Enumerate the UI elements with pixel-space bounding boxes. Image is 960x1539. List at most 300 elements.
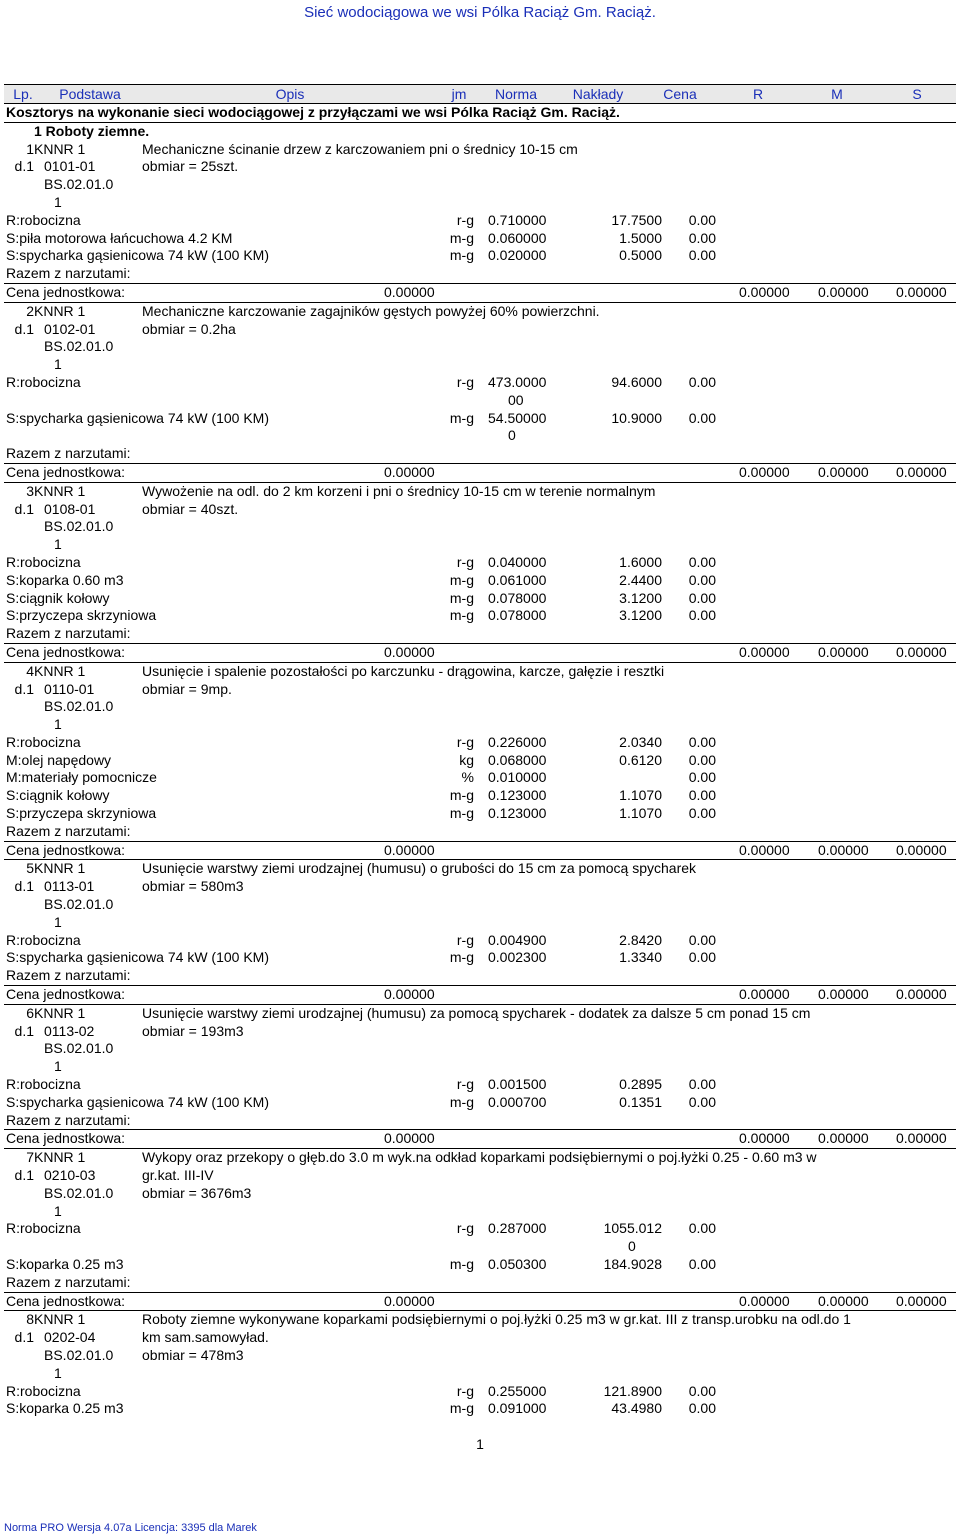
resource-row-wrap [4,392,956,410]
resource-row [4,949,956,967]
item-basis-count: 1 [54,536,62,553]
cost-estimate-table [4,84,956,1418]
r-value: 0.00000 [739,283,790,300]
resource-norm: 0.050300 [488,1256,547,1272]
resource-unit: m-g [449,229,474,246]
subtitle-text: Kosztorys na wykonanie sieci wodociągowej z przyłączami we wsi Pólka Raciąż Gm. Raciąż. [6,104,620,120]
resource-unit: r-g [456,733,474,750]
resource-price: 0.00 [688,607,716,624]
unit-price-label: Cena jednostkowa: [6,1292,126,1309]
item-number: 2 [26,302,34,319]
item-basis: 0210-03 [44,1167,96,1184]
resource-norm: 0.000700 [488,1093,547,1110]
item-description: obmiar = 25szt. [142,158,239,175]
resource-unit: m-g [449,1093,474,1110]
item-description: km sam.samowyład. [142,1329,269,1346]
resource-norm: 0.061000 [488,571,547,588]
r-value: 0.00000 [739,1292,790,1309]
item-number: 5 [26,860,34,877]
resource-name: S:spycharka gąsienicowa 74 kW (100 KM) [6,409,269,426]
item-basis: KNNR 1 [34,860,86,877]
item-number: 4 [26,662,34,679]
item-header-line [4,878,956,896]
resource-unit: m-g [449,949,474,966]
resource-price: 0.00 [688,1220,716,1237]
razem-label: Razem z narzutami: [6,967,131,984]
resource-row [4,769,956,787]
cena-row [4,985,956,1005]
resource-unit: r-g [456,1382,474,1399]
resource-row [4,410,956,428]
resource-quantity: 1.1070 [619,805,662,822]
m-value: 0.00000 [818,841,869,858]
item-basis-count: 1 [54,913,62,930]
item-header-line [4,1329,956,1347]
resource-row [4,247,956,265]
table-header [4,85,956,104]
resource-unit: r-g [456,373,474,390]
resource-quantity: 1055.012 [603,1220,662,1237]
item-description: gr.kat. III-IV [142,1167,214,1184]
item-basis: KNNR 1 [34,482,86,499]
item-header-line [4,1185,956,1203]
m-value: 0.00000 [818,463,869,480]
col-naklady: Nakłady [572,86,624,102]
m-value: 0.00000 [818,283,869,300]
s-value: 0.00000 [896,1292,947,1309]
item-description: obmiar = 9mp. [142,680,232,697]
cena-row [4,643,956,663]
unit-price-label: Cena jednostkowa: [6,643,126,660]
resource-name: S:koparka 0.60 m3 [6,571,124,588]
resource-price: 0.00 [688,1093,716,1110]
resource-price: 0.00 [688,553,716,570]
resource-row [4,734,956,752]
item-basis: 0202-04 [44,1329,96,1346]
m-value: 0.00000 [818,643,869,660]
resource-name: S:przyczepa skrzyniowa [6,805,157,822]
resource-price: 0.00 [688,949,716,966]
item-basis: BS.02.01.0 [44,896,114,913]
resource-row-wrap [4,1238,956,1256]
item-header-line [4,1365,956,1383]
resource-quantity: 0.5000 [619,247,662,264]
resource-unit: m-g [449,607,474,624]
resource-name: R:robocizna [6,373,81,390]
m-value: 0.00000 [818,1130,869,1147]
item-description: Wykopy oraz przekopy o głęb.do 3.0 m wyk.na odkład koparkami podsiębiernymi o poj.łyżki 0.25 - 0.60 m3 w [142,1149,817,1166]
resource-unit: m-g [449,805,474,822]
item-header-line [4,501,956,519]
razem-row [4,823,956,841]
resource-norm: 0.078000 [488,589,547,606]
resource-unit: r-g [456,931,474,948]
item-basis: KNNR 1 [34,140,86,157]
item-basis-count: 1 [54,716,62,733]
resource-unit: % [461,769,474,786]
resource-unit: r-g [456,553,474,570]
resource-price: 0.00 [688,769,716,786]
razem-label: Razem z narzutami: [6,265,131,282]
razem-label: Razem z narzutami: [6,445,131,462]
resource-name: R:robocizna [6,931,81,948]
resource-price: 0.00 [688,229,716,246]
item-header-line [4,1058,956,1076]
resource-norm: 0.123000 [488,787,547,804]
item-header-line [4,158,956,176]
s-value: 0.00000 [896,986,947,1003]
item-basis: KNNR 1 [34,662,86,679]
item-basis: KNNR 1 [34,1149,86,1166]
item-detail-number: d.1 [14,1329,34,1346]
unit-price-value: 0.00000 [384,1130,435,1147]
item-header-line [4,914,956,932]
resource-row [4,554,956,572]
resource-quantity: 184.9028 [603,1256,662,1272]
resource-norm: 0.060000 [488,229,547,246]
unit-price-value: 0.00000 [384,463,435,480]
item-header-line [4,1167,956,1185]
item-basis: BS.02.01.0 [44,518,114,535]
unit-price-value: 0.00000 [384,841,435,858]
resource-norm: 0.068000 [488,751,547,768]
item-description: Usunięcie warstwy ziemi urodzajnej (humusu) o grubości do 15 cm za pomocą spycharek [142,860,697,877]
resource-price: 0.00 [688,1076,716,1093]
item-description: obmiar = 580m3 [142,878,244,895]
item-description: Mechaniczne ścinanie drzew z karczowaniem pni o średnicy 10-15 cm [142,140,578,157]
item-number: 3 [26,482,34,499]
resource-price: 0.00 [688,1382,716,1399]
resource-unit: m-g [449,247,474,264]
resource-quantity: 94.6000 [611,373,662,390]
resource-name: R:robocizna [6,1076,81,1093]
item-header-line [4,321,956,339]
resource-unit: m-g [449,571,474,588]
resource-quantity: 2.0340 [619,733,662,750]
resource-norm: 0.123000 [488,805,547,822]
resource-quantity: 2.8420 [619,931,662,948]
item-header-line [4,1023,956,1041]
item-header-line [4,176,956,194]
item-description: obmiar = 478m3 [142,1346,244,1363]
item-header-line [4,698,956,716]
col-s: S [912,86,922,102]
resource-row [4,932,956,950]
resource-norm: 0.287000 [488,1220,547,1237]
resource-unit: r-g [456,211,474,228]
r-value: 0.00000 [739,986,790,1003]
item-header-line [4,1347,956,1365]
razem-row [4,625,956,643]
item-basis: 0113-02 [44,1022,95,1039]
item-basis: BS.02.01.0 [44,698,114,715]
resource-row [4,752,956,770]
r-value: 0.00000 [739,1130,790,1147]
item-basis-count: 1 [54,1058,62,1075]
cena-row [4,463,956,483]
resource-norm: 0.091000 [488,1400,547,1417]
resource-price: 0.00 [688,1256,716,1272]
col-r: R [752,86,764,102]
item-basis-count: 1 [54,1202,62,1219]
resource-name: M:materiały pomocnicze [6,769,157,786]
resource-row [4,212,956,230]
resource-row [4,1076,956,1094]
item-basis: 0113-01 [44,878,95,895]
item-basis: BS.02.01.0 [44,1184,114,1201]
item-header-line [4,303,956,321]
item-detail-number: d.1 [14,1167,34,1184]
item-description: Roboty ziemne wykonywane koparkami podsiębiernymi o poj.łyżki 0.25 m3 w gr.kat. III z transp.urobku na odl.do 1 [142,1311,851,1328]
item-basis: 0108-01 [44,500,96,517]
item-number: 8 [26,1311,34,1328]
resource-price: 0.00 [688,787,716,804]
resource-norm: 0.002300 [488,949,547,966]
resource-row-wrap [4,427,956,445]
r-value: 0.00000 [739,841,790,858]
resource-price: 0.00 [688,751,716,768]
s-value: 0.00000 [896,841,947,858]
item-number: 7 [26,1149,34,1166]
resource-name: S:spycharka gąsienicowa 74 kW (100 KM) [6,247,269,264]
item-description: obmiar = 3676m3 [142,1184,252,1201]
resource-name: S:ciągnik kołowy [6,787,110,804]
razem-row [4,1274,956,1292]
resource-price: 0.00 [688,931,716,948]
item-description: obmiar = 0.2ha [142,320,236,337]
item-description: Usunięcie warstwy ziemi urodzajnej (humusu) za pomocą spycharek - dodatek za dalsze 5 cm ponad 15 cm [142,1004,811,1021]
item-detail-number: d.1 [14,500,34,517]
item-detail-number: d.1 [14,320,34,337]
resource-quantity: 1.3340 [619,949,662,966]
item-basis: BS.02.01.0 [44,1346,114,1363]
page-number: 1 [476,1436,484,1452]
cena-row [4,283,956,303]
resource-row [4,374,956,392]
s-value: 0.00000 [896,1130,947,1147]
resource-row [4,607,956,625]
item-header-line [4,716,956,734]
unit-price-value: 0.00000 [384,643,435,660]
col-jm: jm [451,86,467,102]
item-basis: 0110-01 [44,680,95,697]
r-value: 0.00000 [739,643,790,660]
unit-price-label: Cena jednostkowa: [6,1130,126,1147]
resource-unit: m-g [449,409,474,426]
razem-row [4,1112,956,1130]
resource-quantity: 1.1070 [619,787,662,804]
resource-quantity: 121.8900 [603,1382,662,1399]
resource-row [4,1400,956,1418]
s-value: 0.00000 [896,283,947,300]
resource-name: S:koparka 0.25 m3 [6,1400,124,1417]
resource-quantity: 10.9000 [611,409,662,426]
resource-norm-wrap: 00 [508,391,524,408]
resource-price: 0.00 [688,1400,716,1417]
razem-label: Razem z narzutami: [6,1273,131,1290]
resource-quantity: 3.1200 [619,607,662,624]
resource-name: S:ciągnik kołowy [6,589,110,606]
resource-name: R:robocizna [6,1220,81,1237]
resource-row [4,787,956,805]
estimate-subtitle [4,104,956,123]
resource-norm: 0.078000 [488,607,547,624]
resource-row [4,1256,956,1274]
resource-name: S:spycharka gąsienicowa 74 kW (100 KM) [6,949,269,966]
cena-row [4,841,956,861]
item-number: 6 [26,1004,34,1021]
resource-unit: kg [459,751,474,768]
resource-norm: 0.020000 [488,247,547,264]
cena-row [4,1129,956,1149]
resource-row [4,1094,956,1112]
resource-quantity: 0.6120 [619,751,662,768]
resource-quantity-wrap: 0 [628,1238,636,1255]
unit-price-label: Cena jednostkowa: [6,283,126,300]
resource-norm: 473.0000 [488,373,547,390]
resource-name: S:spycharka gąsienicowa 74 kW (100 KM) [6,1093,269,1110]
unit-price-label: Cena jednostkowa: [6,463,126,480]
resource-quantity: 0.2895 [619,1076,662,1093]
unit-price-value: 0.00000 [384,283,435,300]
resource-row [4,1220,956,1238]
item-basis-count: 1 [54,193,62,210]
resource-unit: m-g [449,787,474,804]
item-detail-number: d.1 [14,680,34,697]
resource-name: S:koparka 0.25 m3 [6,1256,124,1272]
item-header-line [4,860,956,878]
resource-quantity: 1.5000 [619,229,662,246]
document-title: Sieć wodociągowa we wsi Pólka Raciąż Gm. Raciąż. [304,4,656,21]
item-header-line [4,663,956,681]
razem-row [4,967,956,985]
section-heading [4,123,956,141]
razem-label: Razem z narzutami: [6,625,131,642]
item-header-line [4,536,956,554]
s-value: 0.00000 [896,463,947,480]
items-container [4,141,956,1419]
resource-norm: 54.50000 [488,409,547,426]
m-value: 0.00000 [818,986,869,1003]
resource-price: 0.00 [688,589,716,606]
item-header-line [4,681,956,699]
resource-unit: r-g [456,1076,474,1093]
resource-price: 0.00 [688,373,716,390]
resource-quantity: 17.7500 [611,211,662,228]
resource-quantity: 0.1351 [619,1093,662,1110]
item-header-line [4,338,956,356]
item-header-line [4,1005,956,1023]
item-header-line [4,1311,956,1329]
resource-price: 0.00 [688,247,716,264]
item-basis-count: 1 [54,356,62,373]
resource-name: M:olej napędowy [6,751,112,768]
resource-price: 0.00 [688,571,716,588]
col-norma: Norma [494,86,537,102]
item-header-line [4,1203,956,1221]
item-detail-number: d.1 [14,878,34,895]
s-value: 0.00000 [896,643,947,660]
item-basis: KNNR 1 [34,1311,86,1328]
resource-row [4,1383,956,1401]
item-basis: BS.02.01.0 [44,338,114,355]
item-header-line [4,1040,956,1058]
license-footer: Norma PRO Wersja 4.07a Licencja: 3395 dla Marek [4,1522,257,1534]
razem-row [4,445,956,463]
resource-norm: 0.226000 [488,733,547,750]
item-number: 1 [26,140,34,157]
resource-price: 0.00 [688,733,716,750]
resource-norm: 0.255000 [488,1382,547,1399]
unit-price-value: 0.00000 [384,1292,435,1309]
resource-name: R:robocizna [6,211,81,228]
razem-label: Razem z narzutami: [6,1111,131,1128]
item-header-line [4,1149,956,1167]
resource-quantity: 2.4400 [619,571,662,588]
m-value: 0.00000 [818,1292,869,1309]
item-basis: BS.02.01.0 [44,176,114,193]
item-header-line [4,483,956,501]
item-basis: KNNR 1 [34,1004,86,1021]
item-basis-count: 1 [54,1364,62,1381]
cena-row [4,1292,956,1312]
item-description: Wywożenie na odl. do 2 km korzeni i pni o średnicy 10-15 cm w terenie normalnym [142,482,656,499]
r-value: 0.00000 [739,463,790,480]
resource-price: 0.00 [688,805,716,822]
resource-price: 0.00 [688,409,716,426]
item-header-line [4,518,956,536]
item-detail-number: d.1 [14,158,34,175]
unit-price-label: Cena jednostkowa: [6,841,126,858]
resource-unit: m-g [449,589,474,606]
resource-norm: 0.710000 [488,211,547,228]
resource-name: S:piła motorowa łańcuchowa 4.2 KM [6,229,233,246]
resource-norm: 0.001500 [488,1076,547,1093]
resource-row [4,572,956,590]
resource-quantity: 43.4980 [611,1400,662,1417]
resource-quantity: 3.1200 [619,589,662,606]
col-lp: Lp. [13,86,33,102]
razem-row [4,265,956,283]
item-basis: 0101-01 [44,158,96,175]
resource-unit: m-g [449,1256,474,1272]
item-basis: KNNR 1 [34,302,86,319]
resource-name: R:robocizna [6,553,81,570]
col-opis: Opis [275,86,305,102]
item-detail-number: d.1 [14,1022,34,1039]
resource-row [4,805,956,823]
item-basis: BS.02.01.0 [44,1040,114,1057]
unit-price-value: 0.00000 [384,986,435,1003]
resource-name: R:robocizna [6,733,81,750]
item-basis: 0102-01 [44,320,96,337]
unit-price-label: Cena jednostkowa: [6,986,126,1003]
item-description: Mechaniczne karczowanie zagajników gęstych powyżej 60% powierzchni. [142,302,600,319]
resource-norm: 0.040000 [488,553,547,570]
resource-norm-wrap: 0 [508,427,516,444]
resource-name: R:robocizna [6,1382,81,1399]
resource-norm: 0.010000 [488,769,547,786]
item-description: Usunięcie i spalenie pozostałości po karczunku - drągowina, karcze, gałęzie i resztki [142,662,665,679]
razem-label: Razem z narzutami: [6,822,131,839]
resource-unit: r-g [456,1220,474,1237]
resource-price: 0.00 [688,211,716,228]
col-m: M [831,86,843,102]
item-header-line [4,356,956,374]
section-text: 1 Roboty ziemne. [34,122,150,139]
col-podstawa: Podstawa [59,86,121,102]
item-header-line [4,896,956,914]
